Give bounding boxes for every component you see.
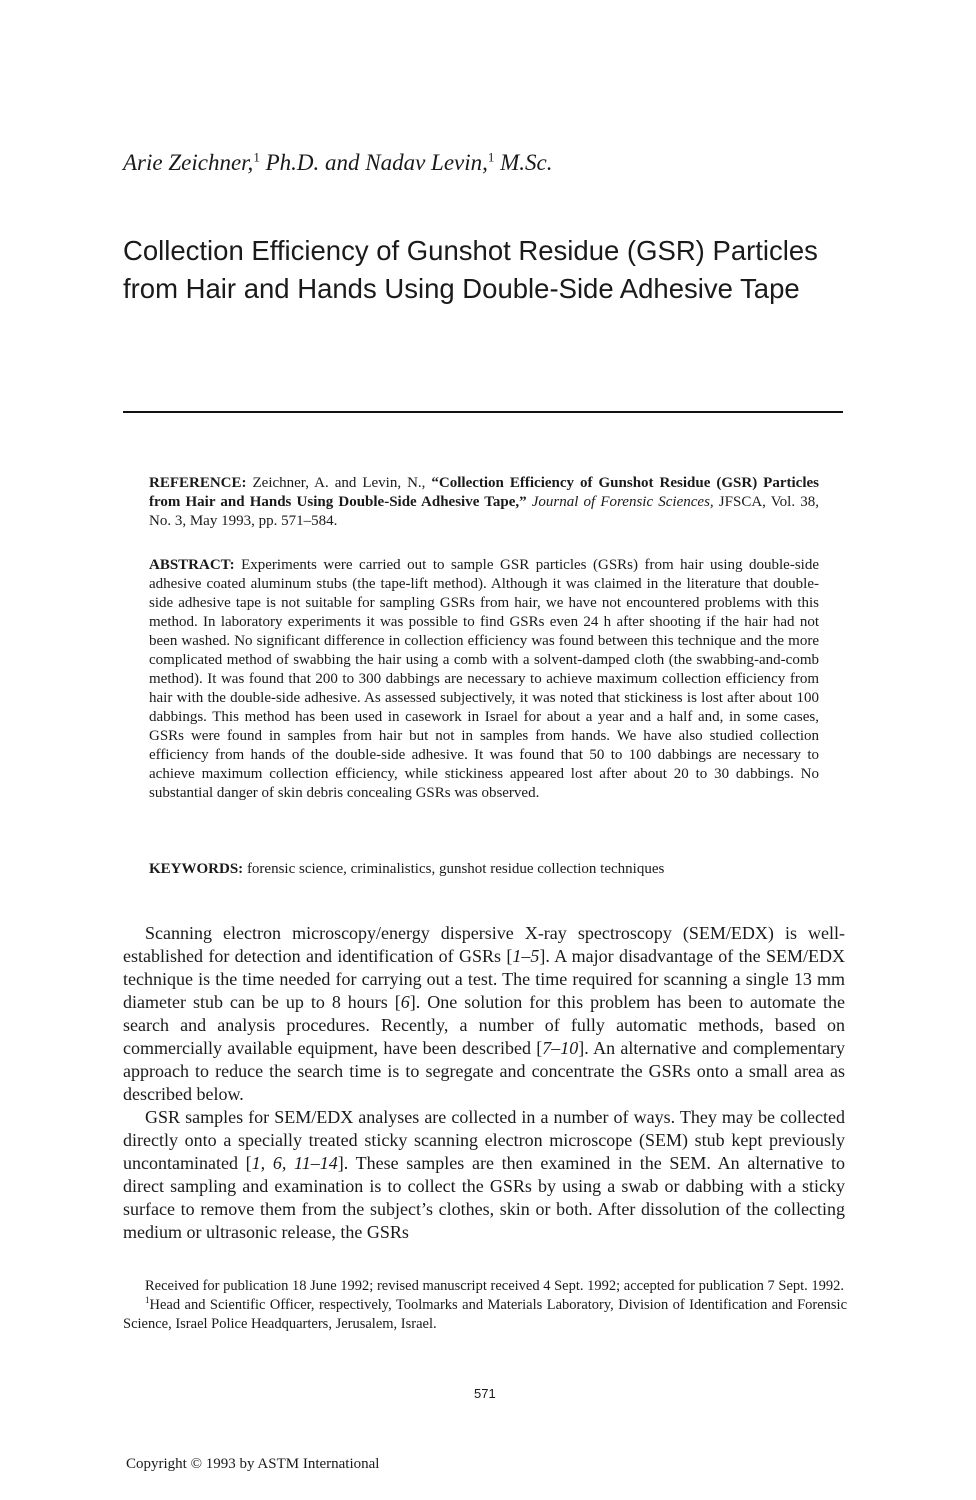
text-run: ]. An alternative and complementary approach to reduce the search time is to segregate and concentrate the GSRs onto a small area as described below. [123, 1038, 845, 1104]
author-line [123, 150, 883, 176]
body-paragraph [123, 922, 845, 1106]
abstract-text: Experiments were carried out to sample GSR particles (GSRs) from hair using double-side adhesive coated aluminum stubs (the tape-lift method). Although it was claimed in the literature that double-side adhesive tape is not suitable for sampling GSRs from hair, we have not encountered problems with this method. In laboratory experiments it was possible to find GSRs even 24 h after shooting if the hair had not been washed. No significant difference in collection efficiency was found between this technique and the more complicated method of swabbing the hair using a comb with a solvent-damped cloth (the swabbing-and-comb method). It was found that 200 to 300 dabbings are necessary to achieve maximum collection efficiency from hair with the double-side adhesive. As assessed subjectively, it was noted that stickiness is lost after about 100 dabbings. This method has been used in casework in Israel for about a year and a half and, in some cases, GSRs were found in samples from hair but not in samples from hands. We have also studied collection efficiency from hands of the double-side adhesive. It was found that 50 to 100 dabbings are necessary to achieve maximum collection efficiency, while stickiness appeared lost after about 20 to 30 dabbings. No substantial danger of skin debris concealing GSRs was observed. [149, 557, 819, 801]
body-paragraph [123, 1106, 845, 1244]
author-connector: and [319, 150, 366, 175]
author-degree: Ph.D. [259, 150, 320, 175]
citation: 1–5 [512, 946, 540, 966]
text-run: ]. These samples are then examined in the SEM. An alternative to direct sampling and examination is to collect the GSRs by using a swab or dabbing with a sticky surface to remove them from the subject’s clothes, skin or both. After dissolution of the collecting medium or ultrasonic release, the GSRs [123, 1153, 845, 1242]
footnotes [123, 1277, 847, 1334]
received-footnote: Received for publication 18 June 1992; revised manuscript received 4 Sept. 1992; accepted for publication 7 Sept. 1992. [145, 1278, 845, 1294]
citation: 1, 6, 11–14 [251, 1153, 338, 1173]
reference-authors: Zeichner, A. and Levin, N., [246, 475, 432, 491]
title-divider [123, 411, 843, 413]
author-name: Nadav Levin, [365, 150, 488, 175]
reference-block [149, 474, 819, 531]
copyright-notice: Copyright © 1993 by ASTM International [126, 1456, 380, 1472]
abstract-block [149, 556, 819, 803]
reference-details: JFSCA, Vol. 38, No. 3, May 1993, pp. 571–584. [149, 494, 819, 529]
author-degree: M.Sc. [494, 150, 553, 175]
reference-article-title: “Collection Efficiency of Gunshot Residue (GSR) Particles from Hair and Hands Using Double-Side Adhesive Tape,” [149, 475, 819, 510]
affiliation-text: Head and Scientific Officer, respectively, Toolmarks and Materials Laboratory, Division of Identification and Forensic Science, Israel Police Headquarters, Jerusalem, Israel. [123, 1297, 847, 1332]
affiliation-footnote [123, 1296, 847, 1334]
text-run: ]. One solution for this problem has been to automate the search and analysis procedures. Recently, a number of fully automatic methods, based on commercially available equipment, have been described [ [123, 992, 845, 1058]
page-number: 571 [474, 1386, 496, 1401]
text-run: GSR samples for SEM/EDX analyses are collected in a number of ways. They may be collected directly onto a specially treated sticky scanning electron microscope (SEM) stub kept previously uncontaminated [ [123, 1107, 845, 1173]
abstract-label: ABSTRACT: [149, 557, 235, 573]
author-name: Arie Zeichner, [123, 150, 254, 175]
keywords-block [149, 860, 819, 879]
paper-title: Collection Efficiency of Gunshot Residue (GSR) Particles from Hair and Hands Using Double-Side Adhesive Tape [123, 235, 818, 304]
text-run: Scanning electron microscopy/energy dispersive X-ray spectroscopy (SEM/EDX) is well-established for detection and identification of GSRs [ [123, 923, 845, 966]
citation: 7–10 [542, 1038, 579, 1058]
text-run: ]. A major disadvantage of the SEM/EDX technique is the time needed for carrying out a test. The time required for scanning a single 13 mm diameter stub can be up to 8 hours [ [123, 946, 845, 1012]
reference-label: REFERENCE: [149, 475, 247, 491]
reference-journal: Journal of Forensic Sciences, [526, 494, 714, 510]
citation: 6 [400, 992, 410, 1012]
body-text [123, 922, 845, 1244]
footnote-marker: 1 [253, 149, 260, 165]
footnote-marker: 1 [487, 149, 495, 165]
keywords-label: KEYWORDS: [149, 861, 244, 877]
footnote-marker: 1 [145, 1295, 150, 1306]
keywords-text: forensic science, criminalistics, gunshot residue collection techniques [243, 861, 665, 877]
